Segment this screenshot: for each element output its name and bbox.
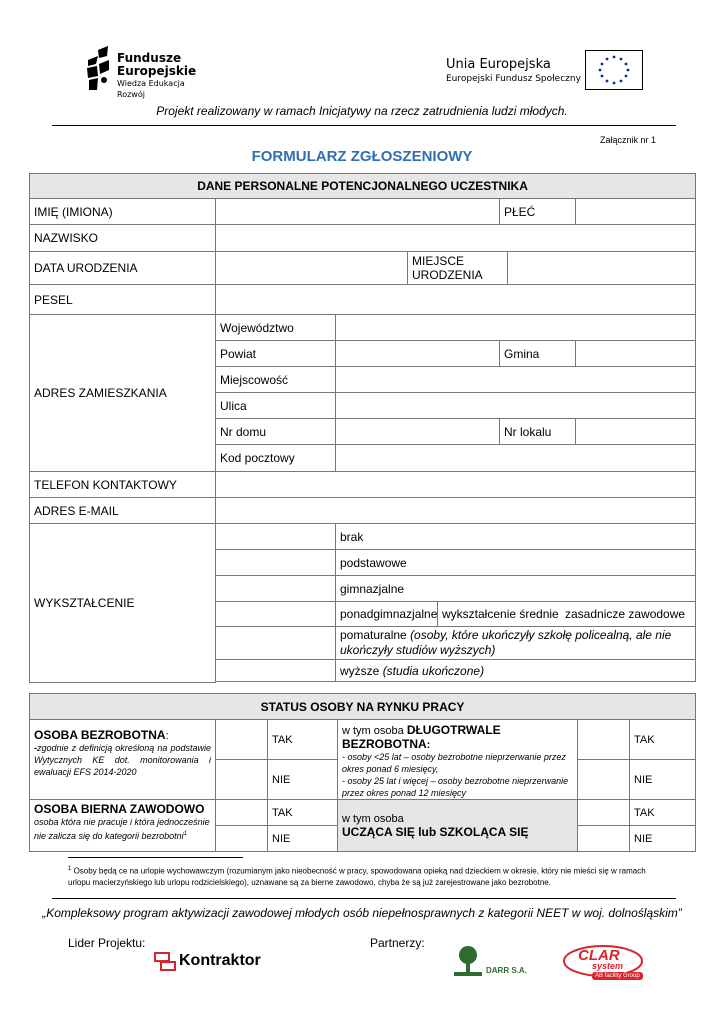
long-term-label: DŁUGOTRWALE BEZROBOTNA bbox=[342, 723, 501, 751]
long-term-prefix: w tym osoba bbox=[342, 725, 407, 737]
learning-yes-check[interactable] bbox=[578, 800, 630, 826]
first-name-field[interactable] bbox=[216, 199, 500, 225]
page-header bbox=[0, 0, 724, 100]
label-sex: PŁEĆ bbox=[500, 199, 576, 225]
attachment-label: Załącznik nr 1 bbox=[600, 135, 657, 145]
learning-yes-label: TAK bbox=[630, 800, 696, 826]
kontraktor-logo bbox=[153, 950, 263, 976]
learning-cell bbox=[338, 800, 578, 852]
label-birth-date: DATA URODZENIA bbox=[30, 252, 216, 285]
inactive-yes-check[interactable] bbox=[216, 800, 268, 826]
edu-option-secondary: wykształcenie średnie bbox=[442, 607, 559, 621]
eu-subtitle: Europejski Fundusz Społeczny bbox=[446, 74, 581, 84]
footnote-text: Osoby będą ce na urlopie wychowawczym (rozumianym jako nieobecność w pracy, spowodowana opieką nad dzieckiem w okresie, który nie mieści się w ramach urlopu macierzyńskiego lub urlopu rodzicielskiego), uznawane są za bierne zawodowo, chyba że są już zarejestrowane jako bezrobotne. bbox=[68, 866, 646, 887]
eu-title: Unia Europejska bbox=[446, 57, 551, 72]
clar-system-logo bbox=[562, 944, 644, 982]
labour-status-table bbox=[29, 693, 696, 852]
long-term-note-over-25: - osoby 25 lat i więcej – osoby bezrobotne nieprzerwanie przez okres ponad 12 miesięcy bbox=[342, 776, 569, 798]
unemployed-yes-check[interactable] bbox=[216, 720, 268, 760]
fe-logo-line1: Fundusze bbox=[117, 51, 182, 65]
clar-text: CLAR bbox=[578, 947, 620, 964]
long-term-no-label: NIE bbox=[630, 760, 696, 800]
long-term-yes-check[interactable] bbox=[578, 720, 630, 760]
label-birth-place: MIEJSCE URODZENIA bbox=[408, 252, 508, 285]
footnote-number: 1 bbox=[68, 866, 72, 872]
label-locality: Miejscowość bbox=[216, 367, 336, 393]
edu-check-primary[interactable] bbox=[216, 550, 336, 576]
clar-sub-text: system bbox=[592, 961, 624, 971]
inactive-no-check[interactable] bbox=[216, 826, 268, 852]
edu-option-upper-secondary-row bbox=[336, 602, 696, 627]
fundusze-europejskie-logo bbox=[85, 46, 215, 99]
unemployed-cell bbox=[30, 720, 216, 800]
label-pesel: PESEL bbox=[30, 285, 216, 315]
county-field[interactable] bbox=[336, 341, 500, 367]
unemployed-label: OSOBA BEZROBOTNA bbox=[34, 728, 166, 742]
fe-logo-line3: Wiedza Edukacja Rozwój bbox=[117, 79, 185, 99]
edu-option-none: brak bbox=[336, 524, 696, 550]
learning-label: UCZĄCA SIĘ lub SZKOLĄCA SIĘ bbox=[342, 824, 529, 839]
project-statement: Projekt realizowany w ramach Inicjatywy na rzecz zatrudnienia ludzi młodych. bbox=[156, 104, 568, 118]
edu-option-primary: podstawowe bbox=[336, 550, 696, 576]
label-phone: TELEFON KONTAKTOWY bbox=[30, 472, 216, 498]
sex-field[interactable] bbox=[576, 199, 696, 225]
long-term-no-check[interactable] bbox=[578, 760, 630, 800]
learning-no-check[interactable] bbox=[578, 826, 630, 852]
edu-option-upper-secondary: ponadgimnazjalne bbox=[336, 602, 438, 626]
long-term-unemployed-cell bbox=[338, 720, 578, 800]
fundusze-europejskie-icon bbox=[85, 46, 111, 90]
label-apartment-number: Nr lokalu bbox=[500, 419, 576, 445]
kontraktor-mark-icon bbox=[153, 950, 177, 974]
label-commune: Gmina bbox=[500, 341, 576, 367]
birth-place-field[interactable] bbox=[508, 252, 696, 285]
label-first-name: IMIĘ (IMIONA) bbox=[30, 199, 216, 225]
edu-check-post-secondary[interactable] bbox=[216, 627, 336, 660]
fe-logo-line2: Europejskie bbox=[117, 64, 197, 78]
unemployed-colon: : bbox=[165, 730, 169, 742]
footnote bbox=[68, 864, 668, 888]
label-last-name: NAZWISKO bbox=[30, 225, 216, 252]
birth-date-field[interactable] bbox=[216, 252, 408, 285]
edu-check-lower-secondary[interactable] bbox=[216, 576, 336, 602]
edu-option-higher-note: (studia ukończone) bbox=[382, 663, 485, 678]
voivodeship-field[interactable] bbox=[336, 315, 696, 341]
label-address: ADRES ZAMIESZKANIA bbox=[30, 315, 216, 472]
label-email: ADRES E-MAIL bbox=[30, 498, 216, 524]
unemployed-note: zgodnie z definicją określoną na podstawie Wytycznych KE dot. monitorowania i ewaluacji EFS 2014-2020 bbox=[34, 743, 211, 777]
apartment-number-field[interactable] bbox=[576, 419, 696, 445]
inactive-note: osoba która nie pracuje i która jednocześnie nie zalicza się do kategorii bezrobotni bbox=[34, 817, 210, 841]
darr-tree-icon bbox=[452, 944, 484, 978]
label-county: Powiat bbox=[216, 341, 336, 367]
phone-field[interactable] bbox=[216, 472, 696, 498]
inactive-no-label: NIE bbox=[268, 826, 338, 852]
label-postal-code: Kod pocztowy bbox=[216, 445, 336, 472]
program-title: „Kompleksowy program aktywizacji zawodowej młodych osób niepełnosprawnych z kategorii NEET w woj. dolnośląskim” bbox=[42, 906, 682, 920]
edu-option-lower-secondary: gimnazjalne bbox=[336, 576, 696, 602]
project-leader-label: Lider Projektu: bbox=[68, 936, 146, 950]
inactive-label: OSOBA BIERNA ZAWODOWO bbox=[34, 802, 205, 816]
long-term-yes-label: TAK bbox=[630, 720, 696, 760]
commune-field[interactable] bbox=[576, 341, 696, 367]
inactive-cell bbox=[30, 800, 216, 852]
long-term-colon: : bbox=[426, 739, 431, 751]
last-name-field[interactable] bbox=[216, 225, 696, 252]
learning-prefix: w tym osoba bbox=[342, 812, 404, 825]
status-section-header: STATUS OSOBY NA RYNKU PRACY bbox=[30, 694, 696, 720]
label-house-number: Nr domu bbox=[216, 419, 336, 445]
personal-section-header: DANE PERSONALNE POTENCJONALNEGO UCZESTNIKA bbox=[30, 174, 696, 199]
edu-option-higher: wyższe bbox=[340, 663, 380, 678]
house-number-field[interactable] bbox=[336, 419, 500, 445]
form-title: FORMULARZ ZGŁOSZENIOWY bbox=[251, 148, 473, 165]
edu-check-higher[interactable] bbox=[216, 660, 336, 682]
inactive-footnote-ref: 1 bbox=[183, 831, 187, 837]
pesel-field[interactable] bbox=[216, 285, 696, 315]
unemployed-note-dash: - bbox=[34, 743, 37, 753]
postal-code-field[interactable] bbox=[336, 445, 696, 472]
long-term-note-under-25: - osoby <25 lat – osoby bezrobotne nieprzerwanie przez okres ponad 6 miesięcy, bbox=[342, 752, 566, 774]
edu-option-post-secondary: pomaturalne bbox=[340, 628, 407, 642]
edu-option-post-secondary-note: (osoby, które ukończyły szkołę policealną, ale nie ukończyły studiów wyższych) bbox=[340, 628, 672, 657]
label-voivodeship: Województwo bbox=[216, 315, 336, 341]
edu-option-post-secondary-cell bbox=[336, 627, 696, 660]
footer-divider bbox=[52, 898, 676, 899]
darr-logo bbox=[452, 944, 532, 980]
unemployed-no-check[interactable] bbox=[216, 760, 268, 800]
edu-check-upper-secondary[interactable] bbox=[216, 602, 336, 627]
email-field[interactable] bbox=[216, 498, 696, 524]
unemployed-yes-label: TAK bbox=[268, 720, 338, 760]
clar-tagline: AB facility Group bbox=[592, 972, 643, 980]
edu-check-none[interactable] bbox=[216, 524, 336, 550]
kontraktor-text: Kontraktor bbox=[179, 952, 261, 969]
unemployed-no-label: NIE bbox=[268, 760, 338, 800]
personal-data-table bbox=[29, 173, 696, 683]
label-education: WYKSZTAŁCENIE bbox=[30, 524, 216, 683]
learning-no-label: NIE bbox=[630, 826, 696, 852]
footnote-divider bbox=[68, 857, 243, 858]
inactive-yes-label: TAK bbox=[268, 800, 338, 826]
partners-label: Partnerzy: bbox=[370, 936, 425, 950]
edu-option-vocational: zasadnicze zawodowe bbox=[565, 607, 686, 621]
label-street: Ulica bbox=[216, 393, 336, 419]
edu-option-higher-cell bbox=[336, 660, 696, 682]
header-divider bbox=[52, 125, 676, 126]
locality-field[interactable] bbox=[336, 367, 696, 393]
street-field[interactable] bbox=[336, 393, 696, 419]
darr-text: DARR S.A. bbox=[486, 966, 527, 975]
eu-flag-icon bbox=[585, 50, 643, 90]
